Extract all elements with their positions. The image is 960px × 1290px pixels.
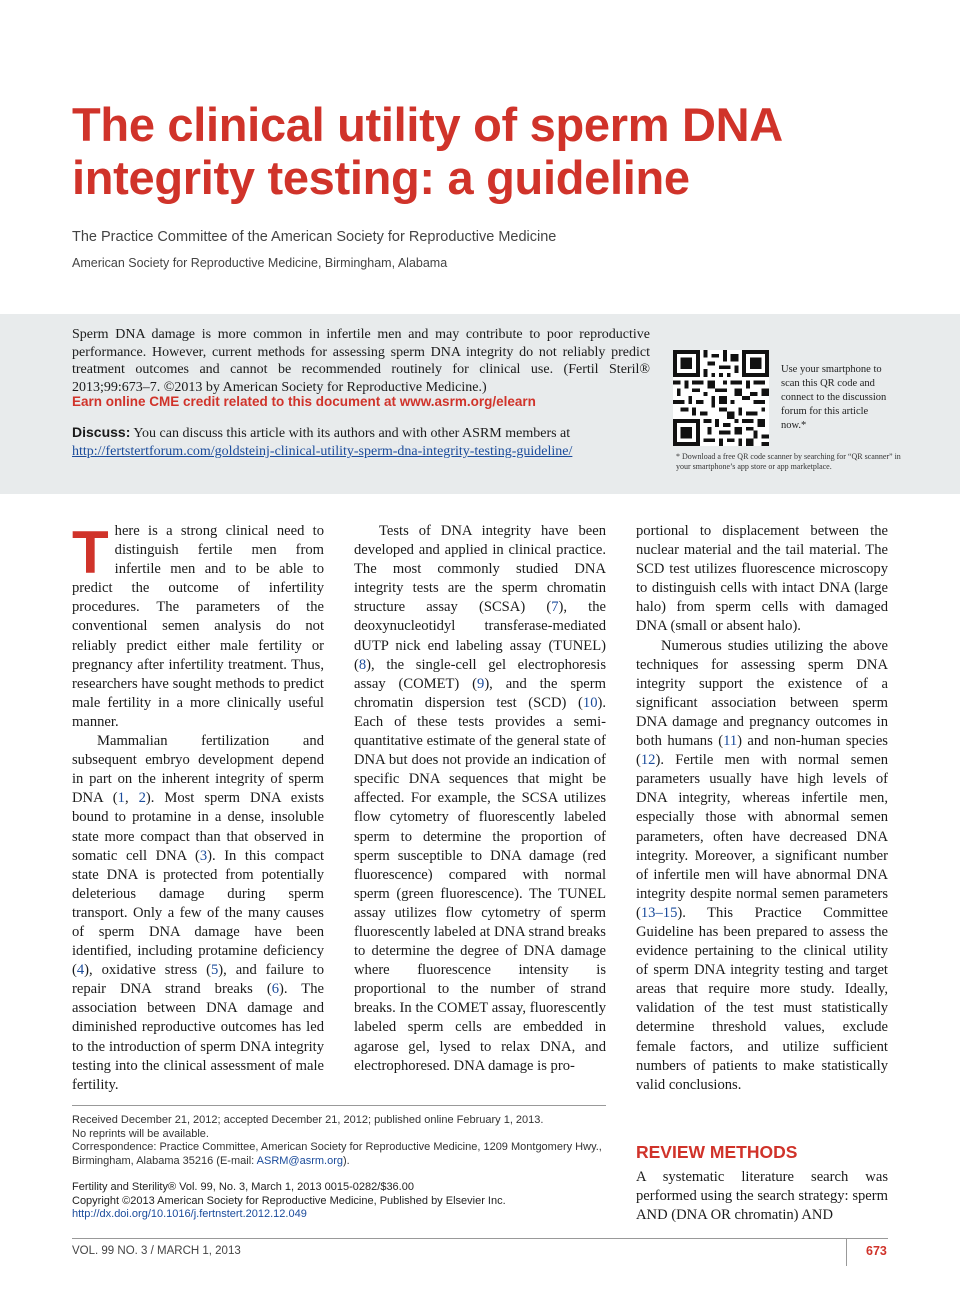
title-line-2: integrity testing: a guideline: [72, 151, 690, 204]
ref-link-10[interactable]: 10: [582, 694, 598, 711]
qr-code-icon[interactable]: [673, 350, 769, 446]
footer-separator: [846, 1238, 847, 1266]
cme-credit-link[interactable]: Earn online CME credit related to this document at www.asrm.org/elearn: [72, 394, 536, 409]
reprints-note: No reprints will be available.: [72, 1127, 209, 1140]
footnote-divider: [72, 1105, 606, 1106]
ref-link-3[interactable]: 3: [199, 847, 208, 864]
paragraph-tests: Tests of DNA integrity have been developed and applied in clinical practice. The most commonly studied DNA integrity tests are the sperm chromatin structure assay (SCSA) (7), the deoxynucleotidyl transferase-mediated dUTP nick end labeling assay (TUNEL) (8), the single-cell gel electrophoresis assay (COMET) (9), and the sperm chromatin dispersion test (SCD) (10). Each of these tests provides a semi-quantitative estimate of the general state of DNA but does not provide an indication of specific DNA sequences that might be affected. For example, the SCSA utilizes flow cytometry of fluorescently labeled sperm to determine the proportion of sperm susceptible to DNA damage (red fluorescence) compared with normal sperm (green fluorescence). The TUNEL assay utilizes flow cytometry of sperm fluorescently labeled at DNA strand breaks to determine the degree of DNA damage where fluorescence intensity is proportional to the number of strand breaks. In the COMET assay, fluorescently labeled sperm cells are embedded in agarose gel, lysed to relax DNA, and electrophoresed. DNA damage is pro-: [354, 523, 606, 1074]
abstract-text: Sperm DNA damage is more common in infertile men and may contribute to poor reproductive performance. However, current methods for assessing sperm DNA integrity do not reliably predict treatment outcomes and cannot be recommended routinely for clinical use. (Fertil Steril® 2013;99:673–7. ©2013 by American Society for Reproductive Medicine.): [72, 327, 650, 395]
ref-link-9[interactable]: 9: [477, 675, 485, 692]
footer-rule: [72, 1238, 888, 1239]
paragraph-scd: portional to displacement between the nuclear material and the tail material. The SCD test utilizes fluorescence microscopy to distinguish cells with intact DNA (large halo) from sperm cells with damaged DNA (small or absent halo).: [636, 523, 888, 635]
ref-link-8[interactable]: 8: [358, 656, 367, 673]
paragraph-studies: Numerous studies utilizing the above techniques for assessing sperm DNA integrity support the existence of a significant association between sperm DNA damage and pregnancy outcomes in both humans (11) and non-human species (12). Fertile men with normal semen parameters usually have high levels of DNA integrity, whereas infertile men, especially those with abnormal semen parameters, often have decreased DNA integrity. Moreover, a significant number of infertile men will have abnormal DNA integrity despite normal semen parameters (13–15). This Practice Committee Guideline has been prepared to assess the evidence pertaining to the clinical utility of sperm DNA integrity testing and target areas that require more study. Ideally, validation of the test must statistically determine threshold values, exclude female factors, and utilize sufficient numbers of patients to make statistically valid conclusions.: [636, 637, 888, 1093]
title-line-1: The clinical utility of sperm DNA: [72, 98, 783, 151]
body-column-2: [354, 522, 606, 1076]
intro-paragraph: There is a strong clinical need to distinguish fertile men from infertile men and to be able to predict the outcome of infertility procedures. The parameters of the conventional semen analysis do not reliably predict either male fertility or pregnancy after infertility treatment. Thus, researchers have sought methods to predict male fertility in a more clinically useful manner.: [72, 519, 324, 730]
discuss-block: [72, 423, 650, 461]
section-heading-review-methods: REVIEW METHODS: [636, 1142, 798, 1162]
affiliation: American Society for Reproductive Medicine, Birmingham, Alabama: [72, 256, 448, 270]
ref-link-12[interactable]: 12: [640, 752, 656, 769]
copyright: Copyright ©2013 American Society for Reproductive Medicine, Published by Elsevier Inc.: [72, 1194, 506, 1207]
doi-link[interactable]: http://dx.doi.org/10.1016/j.fertnstert.2012.12.049: [72, 1208, 307, 1221]
qr-footnote: * Download a free QR code scanner by searching for “QR scanner” in your smartphone’s app store or app marketplace.: [676, 452, 901, 471]
discuss-text: You can discuss this article with its authors and with other ASRM members at: [130, 426, 571, 441]
body-column-1: [72, 519, 325, 1095]
ref-link-2[interactable]: 2: [138, 790, 146, 807]
paragraph-fertilization: Mammalian fertilization and subsequent embryo development depend in part on the inherent integrity of sperm DNA (1, 2). Most sperm DNA exists bound to protamine in a dense, insoluble state more compact than that observed in somatic cell DNA (3). In this compact state DNA is protected from potentially deleterious damage during sperm transport. Only a few of the many causes of sperm DNA damage have been identified, including protamine deficiency (4), oxidative stress (5), and failure to repair DNA strand breaks (6). The association between DNA damage and diminished reproductive outcomes has led to the introduction of sperm DNA integrity testing into the clinical assessment of male fertility.: [72, 733, 325, 1093]
discuss-label: Discuss:: [72, 424, 131, 440]
drop-cap: T: [72, 519, 109, 586]
ref-link-6[interactable]: 6: [271, 981, 279, 998]
footer-issue: VOL. 99 NO. 3 / MARCH 1, 2013: [72, 1245, 241, 1257]
paragraph-review-methods: A systematic literature search was performed using the search strategy: sperm AND (DNA OR chromatin) AND: [636, 1169, 888, 1224]
qr-instructions: Use your smartphone to scan this QR code and connect to the discussion forum for this article now.*: [781, 364, 887, 431]
discuss-forum-link[interactable]: http://fertstertforum.com/goldsteinj-clinical-utility-sperm-dna-integrity-testing-guideline/: [72, 444, 573, 459]
article-footnotes: [72, 1114, 606, 1168]
article-title: [72, 98, 892, 204]
body-column-3: [636, 522, 888, 1095]
ref-link-1[interactable]: 1: [117, 790, 125, 807]
ref-link-5[interactable]: 5: [210, 962, 219, 979]
ref-link-7[interactable]: 7: [551, 599, 559, 616]
page-number: 673: [866, 1244, 887, 1258]
ref-link-4[interactable]: 4: [76, 962, 85, 979]
authors: The Practice Committee of the American Society for Reproductive Medicine: [72, 229, 557, 245]
received-dates: Received December 21, 2012; accepted December 21, 2012; published online February 1, 2013.: [72, 1114, 544, 1126]
email-link[interactable]: ASRM@asrm.org: [256, 1154, 344, 1167]
journal-citation: Fertility and Sterility® Vol. 99, No. 3, March 1, 2013 0015-0282/$36.00: [72, 1181, 414, 1193]
ref-link-11[interactable]: 11: [723, 733, 738, 750]
ref-link-13-15[interactable]: 13–15: [640, 904, 678, 921]
correspondence: Correspondence: Practice Committee, American Society for Reproductive Medicine, 1209 Montgomery Hwy., Birmingham, Alabama 35216 (E-mail: ASRM@asrm.org).: [72, 1141, 602, 1167]
journal-info: [72, 1181, 606, 1222]
